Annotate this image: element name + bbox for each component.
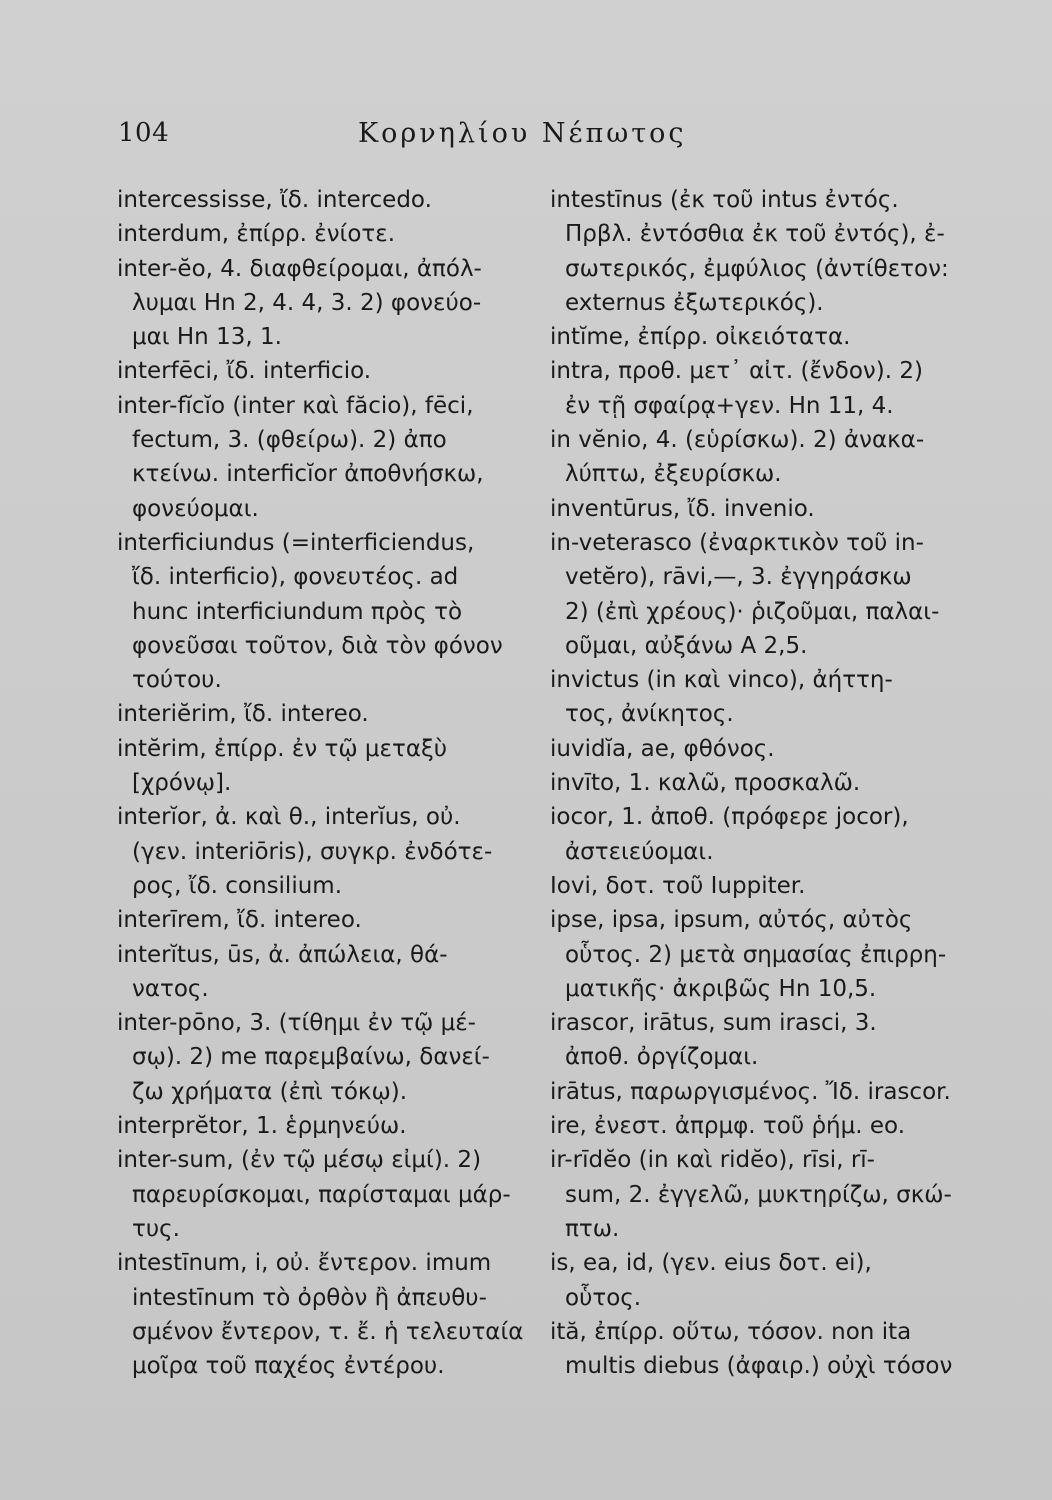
dictionary-line: irātus, παρωργισμένος. Ἴδ. irascor. [550, 1078, 951, 1105]
dictionary-line: invictus (in καὶ vinco), ἀήττη- [550, 667, 893, 694]
dictionary-line: multis diebus (ἀφαιρ.) οὐχὶ τόσον [565, 1353, 953, 1380]
dictionary-line: ir-rīdĕo (in καὶ ridĕo), rīsi, rī- [550, 1147, 875, 1174]
dictionary-line: ἀστειεύομαι. [565, 838, 714, 865]
dictionary-line: interĭor, ἀ. καὶ θ., interĭus, οὐ. [117, 804, 461, 831]
dictionary-line: ită, ἐπίρρ. οὕτω, τόσον. non ita [550, 1318, 912, 1345]
dictionary-line: invīto, 1. καλῶ, προσκαλῶ. [550, 770, 861, 797]
dictionary-line: σωτερικός, ἐμφύλιος (ἀντίθετον: [565, 255, 949, 282]
dictionary-line: in vĕnio, 4. (εὑρίσκω). 2) ἀνακα- [550, 427, 925, 454]
dictionary-line: φονεῦσαι τοῦτον, διὰ τὸν φόνον [132, 632, 503, 659]
dictionary-line: vetĕro), rāvi,—, 3. ἐγγηράσκω [565, 564, 912, 591]
dictionary-line: μοῖρα τοῦ παχέος ἐντέρου. [132, 1353, 445, 1380]
running-title: Κορνηλίου Νέπωτος [358, 118, 687, 149]
dictionary-line: intestīnum, i, οὐ. ἔντερον. imum [117, 1250, 492, 1277]
dictionary-line: λύπτω, ἐξευρίσκω. [565, 461, 782, 488]
dictionary-line: irascor, irātus, sum irasci, 3. [550, 1010, 877, 1037]
dictionary-line: νατος. [132, 975, 209, 1002]
dictionary-line: in-veterasco (ἐναρκτικὸν τοῦ in- [550, 529, 924, 556]
dictionary-line: inter-fĭcĭo (inter καὶ făcio), fēci, [117, 392, 474, 419]
dictionary-line: ἀποθ. ὀργίζομαι. [565, 1044, 759, 1071]
dictionary-line: τυς. [132, 1215, 180, 1242]
dictionary-line: οὗτος. [565, 1284, 642, 1311]
dictionary-line: is, ea, id, (γεν. eius δοτ. ei), [550, 1250, 872, 1277]
dictionary-line: ἴδ. interficio), φονευτέος. ad [132, 564, 459, 591]
left-column [117, 183, 525, 1383]
dictionary-line: παρευρίσκομαι, παρίσταμαι μάρ- [132, 1181, 511, 1208]
dictionary-line: κτείνω. interficĭor ἀποθνήσκω, [132, 461, 484, 488]
dictionary-line: interfēci, ἴδ. interficio. [117, 358, 372, 385]
page-header [118, 118, 948, 158]
dictionary-line: ρος, ἴδ. consilium. [132, 872, 343, 899]
dictionary-line: οὗτος. 2) μετὰ σημασίας ἐπιρρη- [565, 941, 947, 968]
dictionary-line: οῦμαι, αὐξάνω A 2,5. [565, 632, 808, 659]
dictionary-line: μαι Hn 13, 1. [132, 324, 282, 351]
dictionary-line: intercessisse, ἴδ. intercedo. [117, 187, 432, 213]
right-column [550, 183, 962, 1383]
page-number: 104 [118, 118, 170, 148]
dictionary-line: inter-pōno, 3. (τίθημι ἐν τῷ μέ- [117, 1010, 476, 1037]
dictionary-line: (γεν. interiōris), συγκρ. ἐνδότε- [132, 838, 493, 865]
dictionary-line: Πρβλ. ἐντόσθια ἐκ τοῦ ἐντός), ἐ- [565, 221, 945, 248]
dictionary-line: inter-ĕo, 4. διαφθείρομαι, ἀπόλ- [117, 255, 482, 282]
dictionary-line: iuvidĭa, ae, φθόνος. [550, 735, 775, 762]
dictionary-line: interiĕrim, ἴδ. intereo. [117, 701, 369, 728]
dictionary-line: intra, προθ. μετ᾽ αἰτ. (ἔνδον). 2) [550, 358, 923, 385]
dictionary-line: sum, 2. ἐγγελῶ, μυκτηρίζω, σκώ- [565, 1181, 952, 1208]
dictionary-line: ipse, ipsa, ipsum, αὐτός, αὐτὸς [550, 907, 913, 934]
dictionary-line: externus ἐξωτερικός). [565, 289, 824, 316]
dictionary-line: ἐν τῇ σφαίρᾳ+γεν. Hn 11, 4. [565, 392, 894, 419]
dictionary-line: πτω. [565, 1215, 620, 1242]
dictionary-line: ματικῆς· ἀκριβῶς Hn 10,5. [565, 975, 877, 1002]
dictionary-line: φονεύομαι. [132, 495, 259, 522]
dictionary-line: [χρόνῳ]. [132, 770, 232, 797]
dictionary-line: inter-sum, (ἐν τῷ μέσῳ εἰμί). 2) [117, 1147, 482, 1174]
dictionary-line: τούτου. [132, 667, 222, 694]
dictionary-line: λυμαι Hn 2, 4. 4, 3. 2) φονεύο- [132, 289, 482, 316]
dictionary-line: Iovi, δοτ. τοῦ Iuppiter. [550, 872, 806, 899]
dictionary-line: interīrem, ἴδ. intereo. [117, 907, 362, 934]
dictionary-line: ζω χρήματα (ἐπὶ τόκῳ). [132, 1078, 408, 1105]
dictionary-line: inventūrus, ἴδ. invenio. [550, 495, 815, 522]
dictionary-line: intestīnum τὸ ὀρθὸν ἢ ἀπευθυ- [132, 1284, 487, 1311]
dictionary-line: interficiundus (=interficiendus, [117, 529, 475, 556]
dictionary-line: fectum, 3. (φθείρω). 2) ἀπο [132, 427, 447, 454]
dictionary-line: intĭme, ἐπίρρ. οἰκειότατα. [550, 324, 851, 351]
dictionary-line: interdum, ἐπίρρ. ἐνίοτε. [117, 221, 395, 248]
dictionary-line: hunc interficiundum πρὸς τὸ [132, 598, 463, 625]
dictionary-line: iocor, 1. ἀποθ. (πρόφερε jocor), [550, 804, 909, 831]
dictionary-line: τος, ἀνίκητος. [565, 701, 734, 728]
dictionary-line: σμένον ἔντερον, τ. ἔ. ἡ τελευταία [132, 1318, 524, 1345]
dictionary-line: 2) (ἐπὶ χρέους)· ῥιζοῦμαι, παλαι- [565, 598, 940, 625]
dictionary-line: intĕrim, ἐπίρρ. ἐν τῷ μεταξὺ [117, 735, 448, 762]
dictionary-line: σῳ). 2) me παρεμβαίνω, δανεί- [132, 1044, 490, 1071]
dictionary-line: interĭtus, ūs, ἀ. ἀπώλεια, θά- [117, 941, 448, 968]
dictionary-line: ire, ἐνεστ. ἀπρμφ. τοῦ ῥήμ. eo. [550, 1113, 906, 1140]
dictionary-line: intestīnus (ἐκ τοῦ intus ἐντός. [550, 187, 899, 213]
dictionary-line: interprĕtor, 1. ἑρμηνεύω. [117, 1113, 407, 1140]
